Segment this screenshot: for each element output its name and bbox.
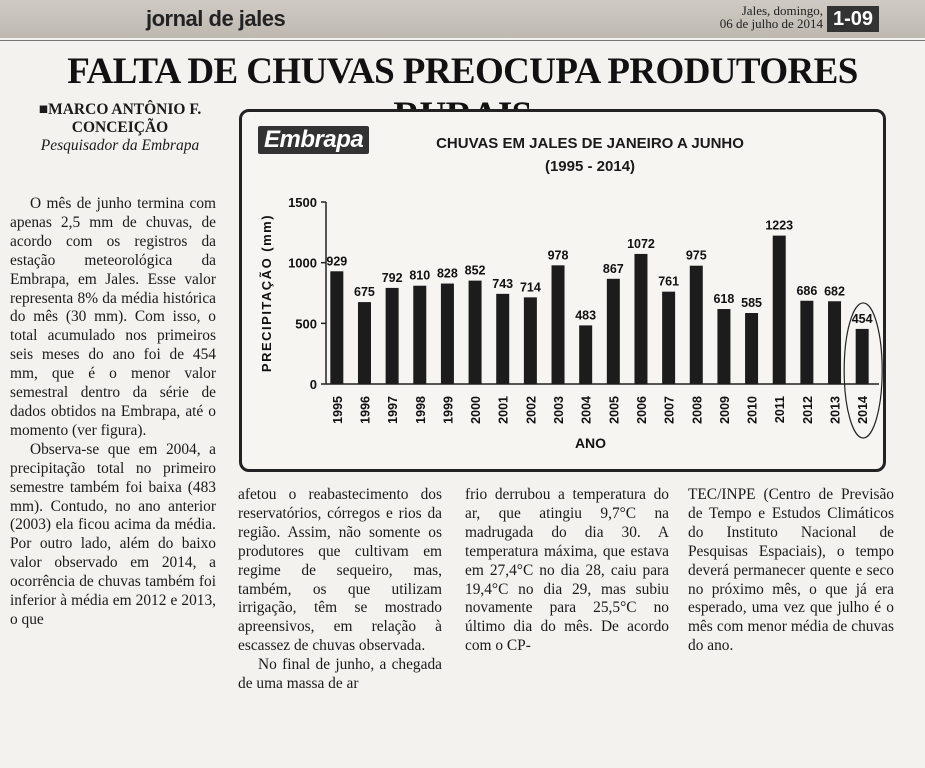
data-label-2002: 714 xyxy=(519,280,541,295)
x-tick-label-2000: 2000 xyxy=(469,396,484,424)
x-tick-label-2004: 2004 xyxy=(579,396,594,424)
paragraph: afetou o reabastecimento dos reservatórios, córregos e rios da região. Assim, não somente os produtores que cultivam em regime de sequeiro, mas, também, os que utilizam irrigação, têm se mostrado apreensivos, em relação à escassez de chuvas observada. xyxy=(238,486,442,655)
x-tick-label-2006: 2006 xyxy=(634,396,649,424)
x-tick-label-2013: 2013 xyxy=(828,396,843,424)
bar-2003 xyxy=(552,265,565,384)
x-tick-label-2008: 2008 xyxy=(690,396,705,424)
x-tick-label-1999: 1999 xyxy=(441,396,456,424)
x-tick-label-2002: 2002 xyxy=(524,396,539,424)
bar-2008 xyxy=(690,266,703,384)
bar-2006 xyxy=(634,254,647,384)
rainfall-bar-chart xyxy=(239,180,884,470)
chart-subtitle: (1995 - 2014) xyxy=(544,158,636,175)
bar-2001 xyxy=(496,294,509,384)
article-column-2 xyxy=(238,486,442,694)
x-tick-label-2005: 2005 xyxy=(607,396,622,424)
article-column-3 xyxy=(465,486,669,656)
dateline-date: 06 de julho de 2014 xyxy=(719,16,823,31)
author-name-line xyxy=(10,101,230,137)
embrapa-logo: Embrapa xyxy=(258,126,369,154)
data-label-1997: 792 xyxy=(381,270,403,285)
bar-2013 xyxy=(828,301,841,384)
bar-2007 xyxy=(662,292,675,384)
bar-2014 xyxy=(856,329,869,384)
paragraph: TEC/INPE (Centro de Previsão de Tempo e Estudos Climáticos do Instituto Nacional de Pesquisas Espaciais), o tempo deverá permanecer quente e seco no próximo mês, o que já era esperado, uma vez que julho é o mês com menor média de chuvas do ano. xyxy=(688,486,894,655)
headline: FALTA DE CHUVAS PREOCUPA PRODUTORES xyxy=(67,51,858,92)
x-tick-label-2012: 2012 xyxy=(800,396,815,424)
x-axis-label: ANO xyxy=(574,435,607,451)
article-column-1 xyxy=(10,195,216,630)
page-number: 1-09 xyxy=(827,6,879,32)
header-rule xyxy=(0,40,925,41)
bar-1995 xyxy=(330,271,343,384)
x-tick-label-1997: 1997 xyxy=(386,396,401,424)
y-tick-label: 1000 xyxy=(288,255,317,271)
x-tick-label-2001: 2001 xyxy=(496,396,511,424)
x-tick-label-2009: 2009 xyxy=(717,396,732,424)
data-label-2010: 585 xyxy=(741,296,763,311)
bar-1998 xyxy=(413,286,426,384)
chart-title-block xyxy=(420,132,760,178)
data-label-2012: 686 xyxy=(796,283,818,298)
bar-1997 xyxy=(386,288,399,384)
paragraph: Observa-se que em 2004, a precipitação total no primeiro semestre também foi baixa (483 mm). Contudo, no ano anterior (2003) ela ficou acima da média. Por outro lado, além do baixo valor observado em 2014, a ocorrência de chuvas também foi inferior à média em 2012 e 2013, o que xyxy=(10,440,216,628)
bar-2000 xyxy=(469,281,482,384)
y-tick-label: 0 xyxy=(309,377,317,392)
data-label-2013: 682 xyxy=(824,284,845,299)
y-tick-label: 500 xyxy=(295,316,317,332)
bar-1999 xyxy=(441,284,454,384)
paragraph: frio derrubou a temperatura do ar, que atingiu 9,7°C na madrugada do dia 30. A temperatura máxima, que estava em 27,4°C no dia 28, caiu para 19,4°C no dia 29, mas subiu novamente para 25,5°C no último dia do mês. De acordo com o CP- xyxy=(465,486,669,655)
x-tick-label-1998: 1998 xyxy=(413,396,428,424)
data-label-2005: 867 xyxy=(602,261,624,276)
dateline xyxy=(690,4,823,30)
data-label-2001: 743 xyxy=(492,276,514,291)
data-label-1999: 828 xyxy=(436,266,458,281)
bar-2002 xyxy=(524,297,537,384)
data-label-2009: 618 xyxy=(713,292,735,307)
bar-2010 xyxy=(745,313,758,384)
chart-title: CHUVAS EM JALES DE JANEIRO A JUNHO xyxy=(436,135,744,152)
data-label-1995: 929 xyxy=(326,254,348,269)
x-tick-label-2007: 2007 xyxy=(662,396,677,424)
paragraph: O mês de junho termina com apenas 2,5 mm de chuvas, de acordo com os registros da estação meteorológica da Embrapa, em Jales. Esse valor representa 8% da média histórica do mês (30 mm). Com isso, o total acumulado nos primeiros seis meses do ano foi de 454 mm, que é o menor valor semestral dentro da série de dados obtidos na Embrapa, até o momento (ver figura). xyxy=(10,195,216,439)
article-column-4 xyxy=(688,486,894,656)
dateline-day: Jales, domingo, xyxy=(741,3,823,18)
data-label-2006: 1072 xyxy=(627,236,655,251)
byline-marker: ■ xyxy=(38,101,49,118)
data-label-1998: 810 xyxy=(409,268,431,283)
x-tick-label-1996: 1996 xyxy=(358,396,373,424)
newspaper-name: jornal de jales xyxy=(146,6,286,31)
x-tick-label-1995: 1995 xyxy=(330,396,345,424)
data-label-2007: 761 xyxy=(658,274,680,289)
data-label-1996: 675 xyxy=(354,285,375,300)
bar-2011 xyxy=(773,236,786,384)
data-label-2003: 978 xyxy=(547,248,569,263)
byline xyxy=(10,101,230,155)
data-label-2011: 1223 xyxy=(765,218,794,233)
data-label-2004: 483 xyxy=(575,308,597,323)
y-tick-label: 1500 xyxy=(288,195,317,210)
author-name: MARCO ANTÔNIO F. CONCEIÇÃO xyxy=(48,101,202,136)
data-label-2000: 852 xyxy=(464,263,486,278)
x-tick-label-2014: 2014 xyxy=(856,396,871,424)
bar-2004 xyxy=(579,325,592,384)
y-axis-label: PRECIPITAÇÃO (mm) xyxy=(259,213,274,373)
author-role: Pesquisador da Embrapa xyxy=(40,137,200,154)
x-tick-label-2011: 2011 xyxy=(773,396,788,424)
bar-2005 xyxy=(607,279,620,384)
x-tick-label-2010: 2010 xyxy=(745,396,760,424)
bar-2012 xyxy=(800,301,813,384)
bar-2009 xyxy=(717,309,730,384)
bar-1996 xyxy=(358,302,371,384)
data-label-2014: 454 xyxy=(851,311,873,326)
data-label-2008: 975 xyxy=(685,248,707,263)
paragraph: No final de junho, a chegada de uma massa de ar xyxy=(238,656,442,693)
x-tick-label-2003: 2003 xyxy=(552,396,567,424)
